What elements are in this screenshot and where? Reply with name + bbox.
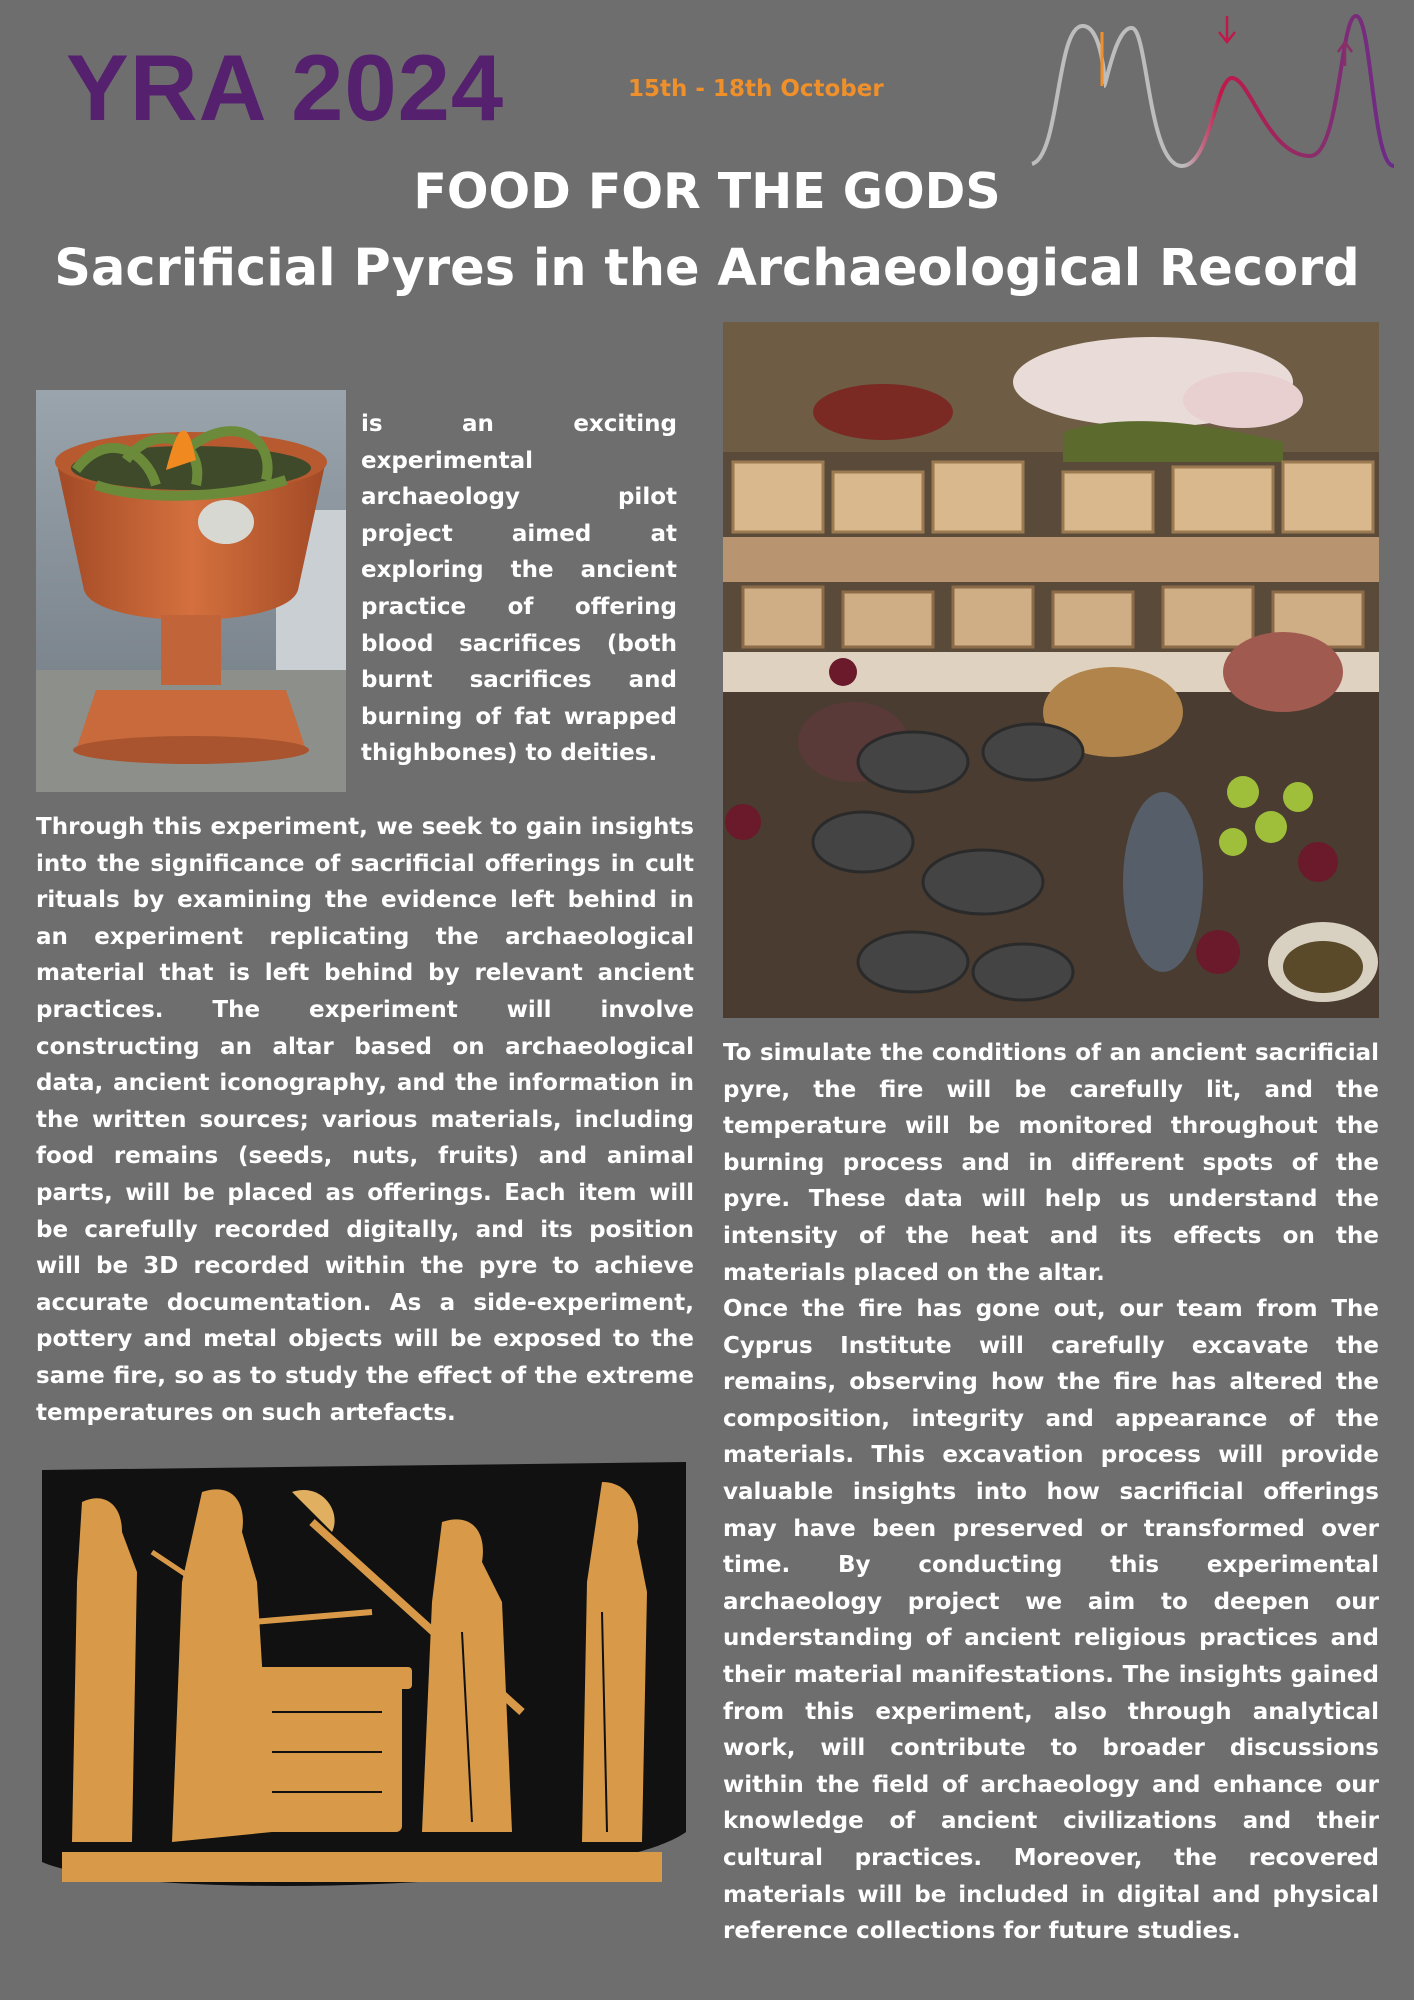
title-line-1: FOOD FOR THE GODS (413, 163, 1001, 220)
event-dates: 15th - 18th October (628, 76, 884, 102)
event-title: YRA 2024 (66, 35, 505, 140)
fire-monitoring-paragraph: To simulate the conditions of an ancient sacrificial pyre, the fire will be carefully lit, and the temperature will be monitored throughout the burning process and in different spots of the pyre. These data will help us understand the intensity of the heat and its effects on the materials placed on the altar. (723, 1040, 1379, 1286)
excavation-paragraph: Once the fire has gone out, our team from The Cyprus Institute will carefully excavate the remains, observing how the fire has altered the composition, integrity and appearance of the materials. This excavation process will provide valuable insights into how sacrificial offerings may have been preserved or transformed over time. By conducting this experimental archaeology project we aim to deepen our understanding of ancient religious practices and their material manifestations. The insights gained from this experiment, also through analytical work, will contribute to broader discussions within the field of archaeology and enhance our knowledge of ancient civilizations and their cultural practices. Moreover, the recovered materials will be included in digital and physical reference collections for future studies. (723, 1296, 1379, 1945)
intro-paragraph: is an exciting experimental archaeology pilot project aimed at exploring the ancient practice of offering blood sacrifices (both burnt sacrifices and burning of fat wrapped thighbones) to deities. (361, 411, 677, 767)
pyre-offerings-photo (723, 322, 1379, 1018)
brazier-photo (36, 390, 346, 792)
experiment-paragraph: Through this experiment, we seek to gain insights into the significance of sacrificial offerings in cult rituals by examining the evidence left behind in an experiment replicating the archaeological material that is left behind by relevant ancient practices. The experiment will involve constructing an altar based on archaeological data, ancient iconography, and the information in the written sources; various materials, including food remains (seeds, nuts, fruits) and animal parts, will be placed as offerings. Each item will be carefully recorded digitally, and its position will be 3D recorded within the pyre to achieve accurate documentation. As a side-experiment, pottery and metal objects will be exposed to the same fire, so as to study the effect of the extreme temperatures on such artefacts. (36, 814, 694, 1426)
title-line-2: Sacrificial Pyres in the Archaeological Record (54, 239, 1360, 298)
wave-logo (1020, 6, 1404, 176)
red-figure-vase-photo (42, 1462, 686, 1900)
